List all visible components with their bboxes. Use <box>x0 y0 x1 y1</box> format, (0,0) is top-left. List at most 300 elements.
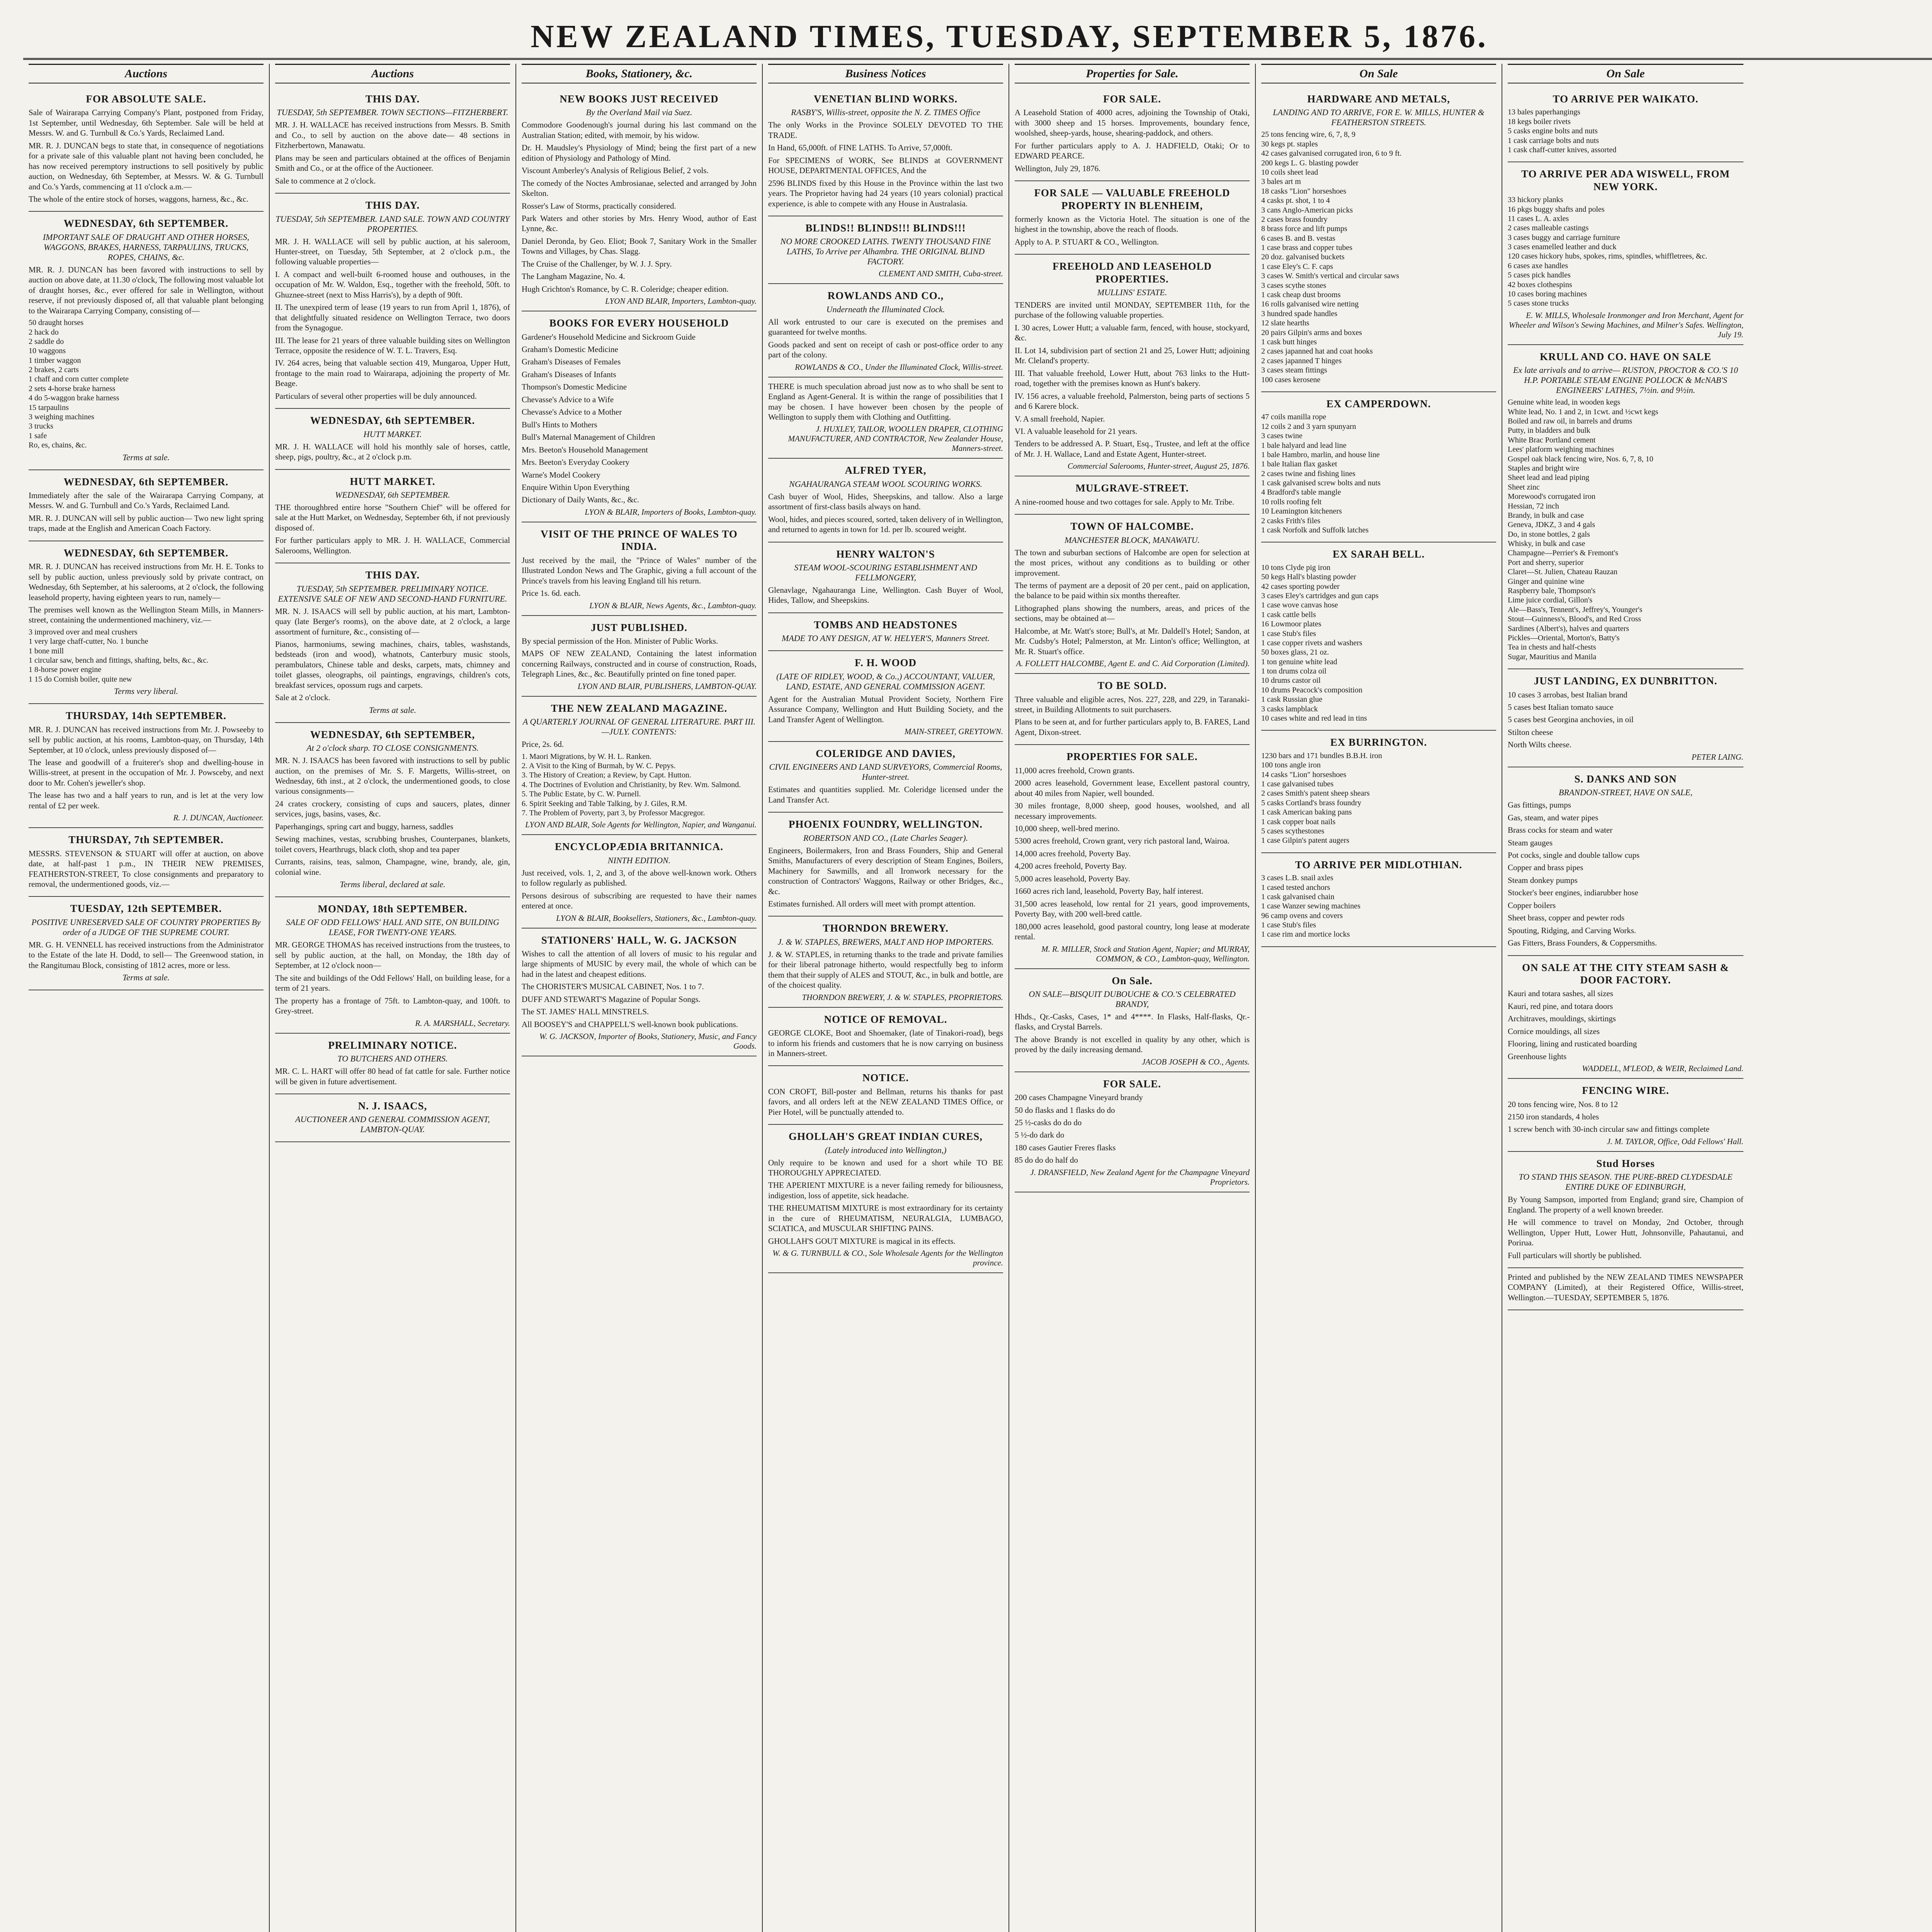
ad-paragraph: Thompson's Domestic Medicine <box>522 382 627 392</box>
list-item: 4 casks pt. shot, 1 to 4 <box>1261 196 1330 205</box>
list-item: 3 casks lampblack <box>1261 704 1318 713</box>
list-item: 16 pkgs buggy shafts and poles <box>1508 205 1605 214</box>
advertisement <box>768 543 1003 613</box>
list-item: 50 draught horses <box>29 318 84 327</box>
ad-signature: LYON & BLAIR, News Agents, &c., Lambton-quay. <box>589 600 757 610</box>
ad-subheading: (Lately introduced into Wellington,) <box>825 1145 947 1155</box>
list-item: 1 chaff and corn cutter complete <box>29 375 129 384</box>
advertisement <box>768 613 1003 651</box>
list-item: 1 safe <box>29 431 47 440</box>
list-item: 3 cases Eley's cartridges and gun caps <box>1261 591 1379 600</box>
list-item: 1 circular saw, bench and fittings, shafting, belts, &c., &c. <box>29 656 209 665</box>
list-item: 50 kegs Hall's blasting powder <box>1261 573 1356 582</box>
item-list <box>1261 412 1496 535</box>
item-list <box>29 318 264 450</box>
ad-paragraph: 11,000 acres freehold, Crown grants. <box>1015 765 1135 775</box>
list-item: 3 cases L.B. snail axles <box>1261 874 1333 883</box>
ad-paragraph: All work entrusted to our care is executed on the premises and guaranteed for twelve months. <box>768 317 1003 337</box>
list-item: 3 bales art m <box>1261 177 1301 186</box>
advertisement <box>768 1066 1003 1125</box>
ad-paragraph: Plans to be seen at, and for further particulars apply to, B. FARES, Land Agent, Dixon-street. <box>1015 717 1250 737</box>
list-item: 3 cases steam fittings <box>1261 366 1327 375</box>
columns <box>23 64 1932 1932</box>
ad-paragraph: Cash buyer of Wool, Hides, Sheepskins, and tallow. Also a large assortment of first-class basils always on hand. <box>768 492 1003 512</box>
list-item: 3 cases buggy and carriage furniture <box>1508 233 1620 242</box>
ad-paragraph: Sale of Wairarapa Carrying Company's Plant, postponed from Friday, 1st September, until Wednesday, 6th September. Sale will be held at Messrs. W. and G. Turnbull & Co.'s Yards, Reclaimed Land. <box>29 108 264 138</box>
list-item: Whisky, in bulk and case <box>1508 539 1585 548</box>
advertisement <box>275 194 510 409</box>
advertisement <box>1508 1079 1743 1152</box>
ad-paragraph: Graham's Diseases of Infants <box>522 369 616 379</box>
ad-paragraph: Sale to commence at 2 o'clock. <box>275 176 376 185</box>
ad-paragraph: Hugh Crichton's Romance, by C. R. Coleridge; cheaper edition. <box>522 284 729 294</box>
advertisement <box>1015 181 1250 255</box>
list-item: 1 timber waggon <box>29 356 81 365</box>
advertisement <box>29 470 264 541</box>
list-item: Boiled and raw oil, in barrels and drums <box>1508 417 1633 425</box>
list-item: Genuine white lead, in wooden kegs <box>1508 398 1621 407</box>
ad-paragraph: Copper boilers <box>1508 900 1556 910</box>
ad-subheading: LANDING AND TO ARRIVE, FOR E. W. MILLS, HUNTER & FEATHERSTON STREETS. <box>1273 107 1485 128</box>
list-item: Geneva, JDKZ, 3 and 4 gals <box>1508 520 1595 529</box>
ad-paragraph: THE RHEUMATISM MIXTURE is most extraordinary for its certainty in the cure of RHEUMATISM, NEURALGIA, LUMBAGO, SCIATICA, and MUSCULAR SHIFTING PAINS. <box>768 1203 1003 1233</box>
list-item: 2 brakes, 2 carts <box>29 366 79 374</box>
ad-paragraph: II. Lot 14, subdivision part of section 21 and 25, Lower Hutt; adjoining Mr. Cleland's property. <box>1015 345 1250 366</box>
ad-paragraph: Engineers, Boilermakers, Iron and Brass Founders, Ship and General Smiths, Manufacturers of every description of Steam Engines, Boilers, Machinery for Sawmills, and all Ironwork necessary for the construction of Contractors' Waggons, Railway or other Bridges, &c., &c. <box>768 845 1003 896</box>
ad-paragraph: Gas Fitters, Brass Founders, & Coppersmiths. <box>1508 938 1657 948</box>
ad-paragraph: Sale at 2 o'clock. <box>275 693 330 702</box>
ad-heading: WEDNESDAY, 6th SEPTEMBER. <box>310 415 475 427</box>
ad-paragraph: 50 do flasks and 1 flasks do do <box>1015 1105 1115 1115</box>
ad-subheading: HUTT MARKET. <box>363 429 422 439</box>
ad-heading: ROWLANDS AND CO., <box>827 290 944 302</box>
ad-paragraph: Sewing machines, vestas, scrubbing brushes, Counterpanes, blankets, toilet covers, Hearthrugs, black cloth, shop and tea paper <box>275 834 510 854</box>
ad-signature: R. J. DUNCAN, Auctioneer. <box>173 813 264 823</box>
ad-paragraph: I. 30 acres, Lower Hutt; a valuable farm, fenced, with house, stockyard, &c. <box>1015 323 1250 343</box>
ad-paragraph: Printed and published by the NEW ZEALAND TIMES NEWSPAPER COMPANY (Limited), at their Registered Office, Willis-street, Wellington.—TUESDAY, SEPTEMBER 5, 1876. <box>1508 1272 1743 1302</box>
ad-paragraph: For further particulars apply to MR. J. H. WALLACE, Commercial Salerooms, Wellington. <box>275 536 510 555</box>
list-item: 1 case copper rivets and washers <box>1261 638 1362 647</box>
list-item: 1 cask galvanised screw bolts and nuts <box>1261 479 1381 488</box>
list-item: Ro, es, chains, &c. <box>29 441 87 450</box>
ad-terms: Terms at sale. <box>369 705 417 715</box>
list-item: 1 ton genuine white lead <box>1261 657 1337 666</box>
list-item: 6 cases B. and B. vestas <box>1261 234 1335 243</box>
ad-paragraph: Kauri and totara sashes, all sizes <box>1508 989 1613 998</box>
advertisement <box>1015 745 1250 969</box>
list-item: 1 cask copper boat nails <box>1261 817 1336 826</box>
ad-paragraph: MR. GEORGE THOMAS has received instructions from the trustees, to sell by public auction, at the hall, on Monday, the 18th day of September, at 12 o'clock noon— <box>275 940 510 970</box>
ad-paragraph: Goods packed and sent on receipt of cash or post-office order to any part of the colony. <box>768 340 1003 360</box>
ad-heading: NOTICE. <box>862 1072 909 1084</box>
ad-subheading: RASBY'S, Willis-street, opposite the N. Z. TIMES Office <box>791 107 980 117</box>
list-item: 10 cases boring machines <box>1508 290 1587 299</box>
ad-subheading: At 2 o'clock sharp. TO CLOSE CONSIGNMENTS. <box>306 743 479 753</box>
advertisement <box>768 284 1003 377</box>
advertisement <box>768 378 1003 459</box>
ad-paragraph: IV. 156 acres, a valuable freehold, Palmerston, being parts of sections 5 and 6 Karere block. <box>1015 391 1250 411</box>
list-item: 18 casks "Lion" horseshoes <box>1261 187 1347 196</box>
list-item: Sardines (Albert's), halves and quarters <box>1508 624 1629 633</box>
ad-heading: On Sale. <box>1112 975 1153 986</box>
list-item: 1 cask butt hinges <box>1261 337 1317 346</box>
section-heading: Books, Stationery, &c. <box>522 64 757 83</box>
ad-paragraph: THERE is much speculation abroad just now as to who shall be sent to England as Agent-General. It is within the range of possibilities that I may be chosen. I have however been chosen by the people of Wellington to supply them with Clothing and Outfitting. <box>768 381 1003 422</box>
ad-signature: LYON & BLAIR, Booksellers, Stationers, &c., Lambton-quay. <box>556 913 757 923</box>
list-item: 16 Lowmoor plates <box>1261 620 1321 629</box>
ad-subheading: ROBERTSON AND CO., (Late Charles Seager). <box>803 833 968 843</box>
ad-paragraph: 10,000 sheep, well-bred merino. <box>1015 824 1120 833</box>
ad-signature: JACOB JOSEPH & CO., Agents. <box>1142 1057 1250 1066</box>
ad-heading: PHOENIX FOUNDRY, WELLINGTON. <box>788 818 983 830</box>
ad-paragraph: GHOLLAH'S GOUT MIXTURE is magical in its effects. <box>768 1236 956 1246</box>
ad-paragraph: Dictionary of Daily Wants, &c., &c. <box>522 495 639 505</box>
ad-heading: NOTICE OF REMOVAL. <box>824 1013 947 1025</box>
section-heading: Auctions <box>275 64 510 83</box>
list-item: Staples and bright wire <box>1508 464 1579 473</box>
list-item: 3 weighing machines <box>29 413 94 422</box>
ad-paragraph: Apply to A. P. STUART & CO., Wellington. <box>1015 237 1159 247</box>
ad-heading: BOOKS FOR EVERY HOUSEHOLD <box>549 317 729 329</box>
list-item: 14 casks "Lion" horseshoes <box>1261 770 1347 779</box>
ad-signature: WADDELL, M'LEOD, & WEIR, Reclaimed Land. <box>1582 1064 1743 1073</box>
list-item: 15 tarpaulins <box>29 403 69 412</box>
ad-paragraph: Pianos, harmoniums, sewing machines, chairs, tables, washstands, bedsteads (iron and wood), whatnots, Canterbury music stools, perambulators, Chinese table and desks, carpets, mats, chimney and toilet glasses, oleographs, oil paintings, engravings, children's cots, breakfast services, opossum rugs and carpets. <box>275 639 510 690</box>
ad-paragraph: Architraves, mouldings, skirtings <box>1508 1014 1616 1024</box>
section-heading: On Sale <box>1261 64 1496 83</box>
list-item: 4. The Doctrines of Evolution and Christianity, by Rev. Wm. Salmond. <box>522 780 741 789</box>
ad-paragraph: The above Brandy is not excelled in quality by any other, which is proved by the daily increasing demand. <box>1015 1034 1250 1054</box>
ad-heading: VISIT OF THE PRINCE OF WALES TO INDIA. <box>541 528 738 553</box>
list-item: 1 cask Norfolk and Suffolk latches <box>1261 526 1369 535</box>
list-item: 1 case Wanzer sewing machines <box>1261 902 1361 911</box>
list-item: 3 cases twine <box>1261 432 1303 440</box>
item-list <box>1261 130 1496 384</box>
ad-paragraph: Copper and brass pipes <box>1508 863 1583 872</box>
advertisement <box>522 697 757 835</box>
list-item: 1 case brass and copper tubes <box>1261 243 1353 252</box>
ad-paragraph: Halcombe, at Mr. Watt's store; Bull's, at Mr. Daldell's Hotel; Sandon, at Mr. Cudsby's Hotel; Palmerston, at Mr. Linton's office; Wellington, at Mr. R. Stuart's office. <box>1015 626 1250 656</box>
ad-heading: WEDNESDAY, 6th SEPTEMBER. <box>63 547 229 559</box>
ad-signature: LYON AND BLAIR, Importers, Lambton-quay. <box>605 296 757 306</box>
ad-paragraph: MR. J. H. WALLACE will hold his monthly sale of horses, cattle, sheep, pigs, poultry, &c., at 2 o'clock p.m. <box>275 442 510 462</box>
column-1 <box>23 64 270 1932</box>
ad-paragraph: Gas, steam, and water pipes <box>1508 813 1599 822</box>
ad-subheading: By the Overland Mail via Suez. <box>586 107 692 117</box>
ad-paragraph: I. A compact and well-built 6-roomed house and outhouses, in the occupation of Mr. W. Waldon, Esq., together with the freehold, 50ft. to Ghuznee-street (next to Miss Harris's), by a depth of 90ft. <box>275 269 510 299</box>
ad-signature: E. W. MILLS, Wholesale Ironmonger and Iron Merchant, Agent for Wheeler and Wilson's Sewing Machines, and Milner's Safes. Wellington, July 19. <box>1509 310 1743 339</box>
ad-paragraph: TENDERS are invited until MONDAY, SEPTEMBER 11th, for the purchase of the following valuable properties. <box>1015 300 1250 320</box>
ad-heading: THURSDAY, 7th SEPTEMBER. <box>68 834 224 846</box>
ad-signature: J. HUXLEY, TAILOR, WOOLLEN DRAPER, CLOTHING MANUFACTURER, AND CONTRACTOR, New Zealander House, Manners-street. <box>788 424 1003 453</box>
item-list <box>1261 751 1496 845</box>
ad-heading: FENCING WIRE. <box>1582 1085 1669 1097</box>
list-item: 1 bone mill <box>29 646 64 655</box>
ad-paragraph: Stilton cheese <box>1508 727 1553 737</box>
ad-paragraph: Glenavlage, Ngahauranga Line, Wellington. Cash Buyer of Wool, Hides, Tallow, and Sheepskins. <box>768 585 1003 605</box>
advertisement <box>1015 476 1250 515</box>
ad-paragraph: 1 screw bench with 30-inch circular saw and fittings complete <box>1508 1124 1709 1134</box>
list-item: 12 coils 2 and 3 yarn spunyarn <box>1261 422 1356 431</box>
ad-heading: THIS DAY. <box>365 199 420 211</box>
ad-paragraph: Enquire Within Upon Everything <box>522 483 630 492</box>
list-item: 1 cased tested anchors <box>1261 883 1330 892</box>
list-item: White Brac Portland cement <box>1508 435 1596 444</box>
ad-paragraph: Steam donkey pumps <box>1508 875 1578 885</box>
list-item: 12 slate hearths <box>1261 319 1310 328</box>
ad-paragraph: Stocker's beer engines, indiarubber hose <box>1508 888 1638 898</box>
list-item: 1 cask Russian glue <box>1261 695 1323 704</box>
ad-paragraph: CON CROFT, Bill-poster and Bellman, returns his thanks for past favors, and all orders left at the NEW ZEALAND TIMES Office, or Pier Hotel, will be punctually attended to. <box>768 1087 1003 1117</box>
list-item: 3 hundred spade handles <box>1261 309 1338 318</box>
ad-heading: JUST PUBLISHED. <box>590 621 688 633</box>
list-item: 1. Maori Migrations, by W. H. L. Ranken. <box>522 752 652 761</box>
list-item: 5 cases stone trucks <box>1508 299 1569 308</box>
ad-paragraph: MESSRS. STEVENSON & STUART will offer at auction, on above date, at half-past 1 p.m., IN THEIR NEW PREMISES, FEATHERSTON-STREET, To close consignments and preparatory to removal, the undermentioned goods, viz.— <box>29 849 264 889</box>
list-item: 3. The History of Creation; a Review, by Capt. Hutton. <box>522 771 691 780</box>
ad-paragraph: 2596 BLINDS fixed by this House in the Province within the last two years. The Proprietor having had 24 years (10 years colonial) practical experience, is able to compete with any House in Australasia. <box>768 178 1003 208</box>
list-item: 1 cask cattle bells <box>1261 610 1316 619</box>
ad-paragraph: Viscount Amberley's Analysis of Religious Belief, 2 vols. <box>522 166 709 175</box>
ad-paragraph: III. That valuable freehold, Lower Hutt, about 763 links to the Hutt-road, together with the premises known as Hunt's bakery. <box>1015 368 1250 388</box>
ad-signature: A. FOLLETT HALCOMBE, Agent E. and C. Aid Corporation (Limited). <box>1016 659 1250 668</box>
ad-paragraph: THE thoroughbred entire horse "Southern Chief" will be offered for sale at the Hutt Market, on Wednesday, September 6th, if not previously disposed of. <box>275 502 510 532</box>
column-7 <box>1502 64 1749 1932</box>
ad-paragraph: MR. G. H. VENNELL has received instructions from the Administrator to the Estate of the late H. Dodd, to sell— The Greenwood station, in the Rangitumau Block, consisting of 1812 acres, more or less. <box>29 940 264 970</box>
ad-terms: Terms at sale. <box>122 973 170 983</box>
ad-paragraph: VI. A valuable leasehold for 21 years. <box>1015 427 1138 436</box>
ad-paragraph: Mrs. Beeton's Everyday Cookery <box>522 457 630 467</box>
ad-paragraph: A Leasehold Station of 4000 acres, adjoining the Township of Otaki, with 3000 sheep and 15 horses. Improvements, boundary fence, woolshed, sheep-yards, house, shearing-paddock, and others. <box>1015 108 1250 138</box>
ad-heading: F. H. WOOD <box>854 657 917 669</box>
item-list <box>1261 873 1496 939</box>
ad-paragraph: Full particulars will shortly be published. <box>1508 1250 1642 1260</box>
ad-paragraph: 10 cases 3 arrobas, best Italian brand <box>1508 690 1628 699</box>
ad-paragraph: Price, 2s. 6d. <box>522 740 564 749</box>
ad-paragraph: 4,200 acres freehold, Poverty Bay. <box>1015 861 1127 871</box>
ad-paragraph: Currants, raisins, teas, salmon, Champagne, wine, brandy, ale, gin, colonial wine. <box>275 857 510 877</box>
advertisement <box>768 216 1003 284</box>
ad-paragraph: Particulars of several other properties will be duly announced. <box>275 391 477 401</box>
list-item: Port and sherry, superior <box>1508 558 1584 567</box>
ad-paragraph: The only Works in the Province SOLELY DEVOTED TO THE TRADE. <box>768 120 1003 140</box>
ad-paragraph: Cornice mouldings, all sizes <box>1508 1026 1600 1036</box>
list-item: 5. The Public Estate, by C. W. Purnell. <box>522 790 641 799</box>
list-item: 2 cases twine and fishing lines <box>1261 469 1355 478</box>
advertisement <box>275 1034 510 1094</box>
ad-paragraph: Bull's Hints to Mothers <box>522 420 597 429</box>
ad-paragraph: GEORGE CLOKE, Boot and Shoemaker, (late of Tinakori-road), begs to inform his friends and customers that he is now carrying on business in Manners-street. <box>768 1028 1003 1058</box>
ad-paragraph: 5 ½-do dark do <box>1015 1130 1065 1140</box>
list-item: 10 waggons <box>29 347 66 355</box>
list-item: 2 casks Frith's files <box>1261 516 1321 525</box>
ad-heading: KRULL AND CO. HAVE ON SALE <box>1539 350 1712 362</box>
ad-subheading: TUESDAY, 5th SEPTEMBER. PRELIMINARY NOTICE. EXTENSIVE SALE OF NEW AND SECOND-HAND FURNITURE. <box>278 583 507 604</box>
ad-heading: THE NEW ZEALAND MAGAZINE. <box>551 702 728 714</box>
ad-heading: THURSDAY, 14th SEPTEMBER. <box>65 710 227 722</box>
list-item: 1230 bars and 171 bundles B.B.H. iron <box>1261 751 1382 760</box>
ad-heading: NEW BOOKS JUST RECEIVED <box>560 93 719 105</box>
ad-subheading: (LATE OF RIDLEY, WOOD, & Co.,) ACCOUNTANT, VALUER, LAND, ESTATE, AND GENERAL COMMISSION AGENT. <box>776 671 995 691</box>
advertisement <box>29 704 264 828</box>
advertisement <box>1015 255 1250 476</box>
advertisement <box>1508 956 1743 1079</box>
list-item: 20 doz. galvanised buckets <box>1261 253 1345 262</box>
advertisement <box>522 616 757 697</box>
advertisement <box>275 470 510 564</box>
advertisement <box>522 929 757 1057</box>
item-list <box>1508 398 1743 662</box>
ad-heading: THIS DAY. <box>365 93 420 105</box>
ad-heading: STATIONERS' HALL, W. G. JACKSON <box>541 934 737 946</box>
list-item: 10 drums Peacock's composition <box>1261 685 1362 694</box>
ad-paragraph: He will commence to travel on Monday, 2nd October, through Wellington, Upper Hutt, Lower Hutt, Johnsonville, Pahautanui, and Porirua. <box>1508 1218 1743 1248</box>
list-item: 13 bales paperhangings <box>1508 108 1580 117</box>
ad-heading: TOMBS AND HEADSTONES <box>814 619 957 631</box>
list-item: 2 cases Smith's patent sheep shears <box>1261 789 1370 798</box>
advertisement <box>275 563 510 723</box>
ad-heading: ON SALE AT THE CITY STEAM SASH & DOOR FACTORY. <box>1522 961 1729 986</box>
ad-signature: PETER LAING. <box>1691 752 1743 762</box>
list-item: 5 casks Cortland's brass foundry <box>1261 798 1362 807</box>
ad-paragraph: The comedy of the Noctes Ambrosianae, selected and arranged by John Skelton. <box>522 178 757 198</box>
ad-paragraph: MAPS OF NEW ZEALAND, Containing the latest information concerning Railways, constructed and in course of construction, Roads, Telegraph Lines, &c., &c. Beautifully printed on fine toned paper. <box>522 649 757 679</box>
ad-paragraph: MR. R. J. DUNCAN begs to state that, in consequence of negotiations for a private sale of this valuable plant not having been concluded, he has now received peremptory instructions to sell positively by public auction, on Wednesday, 6th September, at Messrs. W. & G. Turnbull and Co.'s Yards, commencing at 11 o'clock a.m.— <box>29 141 264 191</box>
ad-paragraph: MR. R. J. DUNCAN has been favored with instructions to sell by auction on above date, at 11.30 o'clock, The following most valuable lot of draught horses, &c., ever offered for sale in Wellington, without reserve, if not previously disposed of, all that valuable plant belonging to the Wairarapa Carrying Company, consisting of— <box>29 265 264 315</box>
ad-subheading: NINTH EDITION. <box>607 855 671 865</box>
ad-paragraph: Gas fittings, pumps <box>1508 800 1571 810</box>
ad-heading: THORNDON BREWERY. <box>823 922 949 934</box>
ad-paragraph: Rosser's Law of Storms, practically considered. <box>522 201 676 211</box>
list-item: 42 cases galvanised corrugated iron, 6 to 9 ft. <box>1261 149 1402 158</box>
ad-paragraph: MR. J. H. WALLACE has received instructions from Messrs. B. Smith and Co., to sell by auction on the above date— 48 sections in Fitzherbertown, Manawatu. <box>275 120 510 150</box>
ad-paragraph: Just received, vols. 1, 2, and 3, of the above well-known work. Others to follow regularly as published. <box>522 868 757 888</box>
ad-heading: TO ARRIVE PER MIDLOTHIAN. <box>1295 859 1463 871</box>
ad-paragraph: formerly known as the Victoria Hotel. The situation is one of the highest in the township, above the reach of floods. <box>1015 214 1250 234</box>
ad-paragraph: IV. 264 acres, being that valuable section 419, Mungaroa, Upper Hutt, frontage to the main road to Wairarapa, adjoining the property of Mr. Beage. <box>275 358 510 388</box>
list-item: Ale—Bass's, Tennent's, Jeffrey's, Younger's <box>1508 605 1643 614</box>
ad-heading: FOR SALE. <box>1103 1078 1162 1090</box>
ad-subheading: TO BUTCHERS AND OTHERS. <box>337 1054 448 1064</box>
list-item: 30 kegs pt. staples <box>1261 139 1318 148</box>
list-item: Champagne—Perrier's & Fremont's <box>1508 549 1619 558</box>
ad-signature: W. & G. TURNBULL & CO., Sole Wholesale Agents for the Wellington province. <box>772 1248 1003 1268</box>
section-heading: Properties for Sale. <box>1015 64 1250 83</box>
ad-paragraph: Three valuable and eligible acres, Nos. 227, 228, and 229, in Taranaki-street, in Building Allotments to suit purchasers. <box>1015 694 1250 714</box>
list-item: 5 casks engine bolts and nuts <box>1508 127 1598 136</box>
ad-paragraph: Daniel Deronda, by Geo. Eliot; Book 7, Sanitary Work in the Smaller Towns and Villages, by Chas. Slagg. <box>522 236 757 256</box>
ad-subheading: CIVIL ENGINEERS AND LAND SURVEYORS, Commercial Rooms, Hunter-street. <box>769 762 1002 782</box>
column-2 <box>270 64 516 1932</box>
ad-subheading: STEAM WOOL-SCOURING ESTABLISHMENT AND FELLMONGERY, <box>794 563 977 583</box>
ad-paragraph: Pot cocks, single and double tallow cups <box>1508 850 1640 860</box>
list-item: 1 bale Hambro, marlin, and house line <box>1261 450 1380 459</box>
list-item: 6. Spirit Seeking and Table Talking, by J. Giles, R.M. <box>522 799 687 808</box>
list-item: Lees' platform weighing machines <box>1508 445 1614 454</box>
ad-paragraph: Dr. H. Maudsley's Physiology of Mind; being the first part of a new edition of Physiology and Pathology of Mind. <box>522 143 757 163</box>
list-item: 1 case Stub's files <box>1261 921 1316 930</box>
advertisement <box>1508 1152 1743 1268</box>
list-item: 11 cases L. A. axles <box>1508 214 1569 223</box>
ad-paragraph: The property has a frontage of 75ft. to Lambton-quay, and 100ft. to Grey-street. <box>275 996 510 1016</box>
ad-paragraph: The lease and goodwill of a fruiterer's shop and dwelling-house in Willis-street, at present in the occupation of Mr. J. Powsceby, and next door to Mr. Cohen's jeweller's shop. <box>29 758 264 787</box>
list-item: Raspberry bale, Thompson's <box>1508 587 1596 595</box>
ad-signature: J. DRANSFIELD, New Zealand Agent for the Champagne Vineyard Proprietors. <box>1030 1167 1250 1187</box>
list-item: 10 rolls roofing felt <box>1261 497 1322 506</box>
ad-paragraph: III. The lease for 21 years of three valuable building sites on Wellington Terrace, opposite the residence of W. T. L. Travers, Esq. <box>275 335 510 355</box>
ad-heading: WEDNESDAY, 6th SEPTEMBER. <box>63 476 229 488</box>
advertisement <box>275 1094 510 1142</box>
list-item: 120 cases hickory hubs, spokes, rims, spindles, whiffletrees, &c. <box>1508 252 1708 261</box>
advertisement <box>275 409 510 469</box>
ad-signature: LYON & BLAIR, Importers of Books, Lambton-quay. <box>585 507 757 517</box>
list-item: 96 camp ovens and covers <box>1261 911 1343 920</box>
ad-paragraph: 180,000 acres leasehold, good pastoral country, long lease at moderate rental. <box>1015 922 1250 942</box>
ad-paragraph: Chevasse's Advice to a Wife <box>522 395 614 404</box>
ad-paragraph: A nine-roomed house and two cottages for sale. Apply to Mr. Tribe. <box>1015 497 1235 507</box>
list-item: 8 brass force and lift pumps <box>1261 224 1347 233</box>
ad-paragraph: 30 miles frontage, 8,000 sheep, good houses, woolshed, and all necessary improvements. <box>1015 801 1250 821</box>
advertisement <box>768 87 1003 216</box>
list-item: 200 kegs L. G. blasting powder <box>1261 158 1359 167</box>
list-item: Tea in chests and half-chests <box>1508 643 1596 652</box>
advertisement <box>522 522 757 616</box>
list-item: 3 cans Anglo-American picks <box>1261 206 1353 214</box>
ad-paragraph: 24 crates crockery, consisting of cups and saucers, plates, dinner services, jugs, basins, vases, &c. <box>275 799 510 819</box>
ad-paragraph: Park Waters and other stories by Mrs. Henry Wood, author of East Lynne, &c. <box>522 214 757 233</box>
ad-paragraph: 5 cases best Italian tomato sauce <box>1508 702 1614 712</box>
list-item: Pickles—Oriental, Morton's, Batty's <box>1508 633 1620 642</box>
ad-paragraph: The whole of the entire stock of horses, waggons, harness, &c., &c. <box>29 194 248 204</box>
ad-paragraph: 1660 acres rich land, leasehold, Poverty Bay, half interest. <box>1015 886 1204 896</box>
column-4 <box>763 64 1009 1932</box>
ad-subheading: MULLINS' ESTATE. <box>1097 287 1167 298</box>
advertisement <box>1508 162 1743 345</box>
list-item: 50 boxes glass, 21 oz. <box>1261 648 1329 657</box>
list-item: 2 cases malleable castings <box>1508 224 1589 233</box>
ad-paragraph: By special permission of the Hon. Minister of Public Works. <box>522 636 718 646</box>
ad-paragraph: In Hand, 65,000ft. of FINE LATHS. To Arrive, 57,000ft. <box>768 143 953 153</box>
list-item: Sheet zinc <box>1508 483 1540 492</box>
list-item: 1 15 do Cornish boiler, quite new <box>29 675 132 684</box>
ad-paragraph: The Langham Magazine, No. 4. <box>522 272 625 281</box>
ad-paragraph: Spouting, Ridging, and Carving Works. <box>1508 925 1636 935</box>
ad-paragraph: 85 do do do half do <box>1015 1155 1078 1165</box>
ad-heading: TUESDAY, 12th SEPTEMBER. <box>70 903 222 915</box>
ad-terms: Terms very liberal. <box>114 686 178 696</box>
ad-paragraph: Graham's Domestic Medicine <box>522 345 618 354</box>
ad-subheading: Ex late arrivals and to arrive— RUSTON, PROCTOR & CO.'S 10 H.P. PORTABLE STEAM ENGINE POLLOCK & McNAB'S ENGINEERS' LATHES, 7½in. and 9½in. <box>1513 365 1738 395</box>
ad-subheading: A QUARTERLY JOURNAL OF GENERAL LITERATURE. PART III.—JULY. CONTENTS: <box>522 717 756 737</box>
ad-subheading: BRANDON-STREET, HAVE ON SALE, <box>1558 787 1693 798</box>
column-6 <box>1256 64 1502 1932</box>
ad-paragraph: Wool, hides, and pieces scoured, sorted, taken delivery of in Wellington, and returned to agents in town for 1d. per lb. scoured weight. <box>768 514 1003 534</box>
advertisement <box>29 828 264 897</box>
ad-paragraph: 31,500 acres leasehold, low rental for 21 years, good improvements, Poverty Bay, with 200 well-bred cattle. <box>1015 899 1250 919</box>
ad-heading: FOR ABSOLUTE SALE. <box>86 93 206 105</box>
ad-paragraph: Mrs. Beeton's Household Management <box>522 445 648 454</box>
list-item: 47 coils manilla rope <box>1261 413 1327 422</box>
list-item: 1 bale halyard and lead line <box>1261 441 1347 450</box>
advertisement <box>29 87 264 212</box>
section-heading: On Sale <box>1508 64 1743 83</box>
ad-paragraph: Just received by the mail, the "Prince of Wales" number of the Illustrated London News and The Graphic, giving a full account of the Prince's travels from his leaving England till his return. <box>522 555 757 585</box>
ad-paragraph: DUFF AND STEWART'S Magazine of Popular Songs. <box>522 994 701 1004</box>
ad-heading: S. DANKS AND SON <box>1574 773 1677 785</box>
ad-paragraph: Hhds., Qr.-Casks, Cases, 1* and 4****. In Flasks, Half-flasks, Qr.-flasks, and Crystal Barrels. <box>1015 1012 1250 1032</box>
ad-subheading: POSITIVE UNRESERVED SALE OF COUNTRY PROPERTIES By order of a JUDGE OF THE SUPREME COURT. <box>31 917 261 937</box>
advertisement <box>768 813 1003 917</box>
